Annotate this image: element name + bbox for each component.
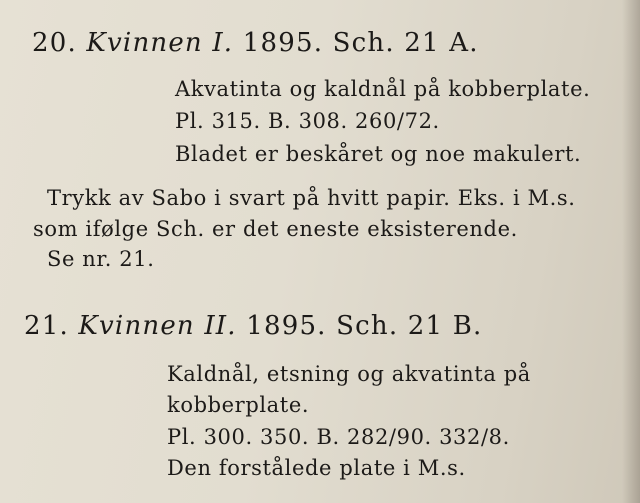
entry-title: Kvinnen I. xyxy=(86,28,234,58)
entry-20-heading xyxy=(32,28,479,58)
page-edge-shadow xyxy=(622,0,640,503)
entry-20-note-3: Se nr. 21. xyxy=(47,247,155,271)
entry-20-detail-2: Pl. 315. B. 308. 260/72. xyxy=(175,109,440,133)
entry-20-note-1: Trykk av Sabo i svart på hvitt papir. Eks. i M.s. xyxy=(47,186,576,210)
entry-21-detail-4: Den forstålede plate i M.s. xyxy=(167,456,466,480)
entry-21-heading xyxy=(24,311,482,341)
entry-20-note-2: som ifølge Sch. er det eneste eksisterende. xyxy=(33,217,518,241)
entry-number: 21. xyxy=(24,311,69,341)
entry-21-detail-3: Pl. 300. 350. B. 282/90. 332/8. xyxy=(167,425,510,449)
entry-21-detail-2: kobberplate. xyxy=(167,393,310,417)
entry-date-ref: 1895. Sch. 21 A. xyxy=(242,28,479,58)
entry-20-detail-3: Bladet er beskåret og noe makulert. xyxy=(175,142,582,166)
entry-title: Kvinnen II. xyxy=(78,311,237,341)
entry-21-detail-1: Kaldnål, etsning og akvatinta på xyxy=(167,362,531,386)
entry-20-detail-1: Akvatinta og kaldnål på kobberplate. xyxy=(175,77,591,101)
entry-number: 20. xyxy=(32,28,77,58)
entry-date-ref: 1895. Sch. 21 B. xyxy=(246,311,483,341)
